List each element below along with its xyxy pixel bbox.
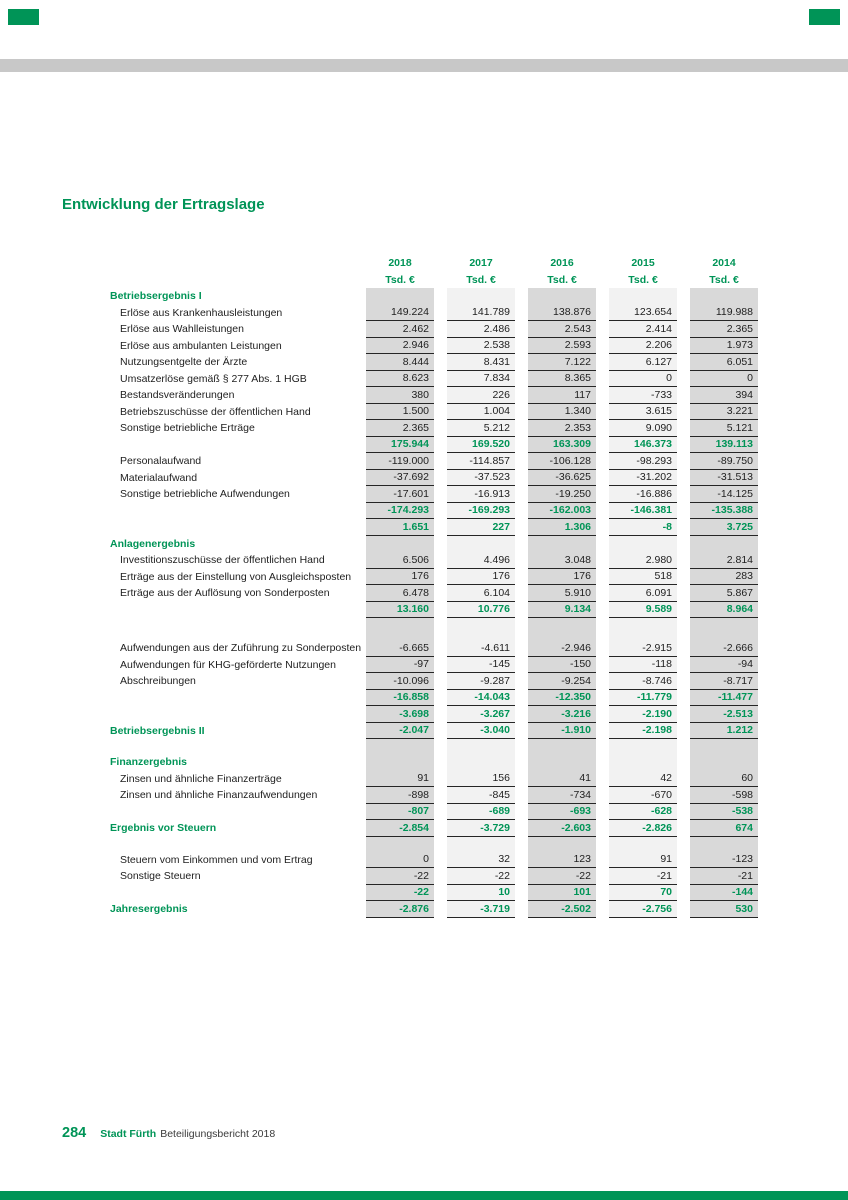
value-cell: -2.854 bbox=[366, 820, 434, 837]
header-label-spacer bbox=[110, 271, 353, 288]
row-label bbox=[110, 618, 353, 640]
value-cell: 8.964 bbox=[690, 602, 758, 619]
value-cell: -689 bbox=[447, 804, 515, 821]
row-label bbox=[110, 804, 353, 821]
value-cell: -8.746 bbox=[609, 673, 677, 690]
value-cell: 394 bbox=[690, 387, 758, 404]
table-row bbox=[110, 569, 761, 586]
value-cell bbox=[366, 288, 434, 305]
value-cell: 70 bbox=[609, 885, 677, 902]
value-cell bbox=[366, 618, 434, 640]
value-cell: 176 bbox=[447, 569, 515, 586]
value-cell: -145 bbox=[447, 657, 515, 674]
row-label: Erträge aus der Auflösung von Sonderposten bbox=[120, 587, 330, 600]
value-cell bbox=[366, 739, 434, 754]
value-cell: 101 bbox=[528, 885, 596, 902]
value-cell: -19.250 bbox=[528, 486, 596, 503]
value-cell: 518 bbox=[609, 569, 677, 586]
table-row bbox=[110, 536, 761, 553]
table-row bbox=[110, 754, 761, 771]
value-cell bbox=[690, 739, 758, 754]
unit-header: Tsd. € bbox=[547, 273, 577, 286]
value-cell: 2.206 bbox=[609, 338, 677, 355]
value-cell: 149.224 bbox=[366, 305, 434, 322]
value-cell: -670 bbox=[609, 787, 677, 804]
value-cell: 156 bbox=[447, 771, 515, 788]
value-cell: 175.944 bbox=[366, 437, 434, 454]
value-cell: -21 bbox=[609, 868, 677, 885]
value-cell: -4.611 bbox=[447, 640, 515, 657]
value-cell bbox=[690, 288, 758, 305]
table-row bbox=[110, 690, 761, 707]
unit-header: Tsd. € bbox=[709, 273, 739, 286]
value-cell: -3.267 bbox=[447, 706, 515, 723]
value-cell: 1.340 bbox=[528, 404, 596, 421]
row-label: Erlöse aus Wahlleistungen bbox=[120, 323, 244, 336]
value-cell: 6.051 bbox=[690, 354, 758, 371]
header-label-spacer bbox=[110, 254, 353, 271]
value-cell bbox=[447, 739, 515, 754]
table-row bbox=[110, 354, 761, 371]
row-label bbox=[110, 519, 353, 536]
row-label: Erlöse aus Krankenhausleistungen bbox=[120, 306, 283, 319]
value-cell bbox=[528, 536, 596, 553]
value-cell bbox=[366, 536, 434, 553]
value-cell: 9.090 bbox=[609, 420, 677, 437]
value-cell bbox=[528, 618, 596, 640]
value-cell: -31.513 bbox=[690, 470, 758, 487]
value-cell: -6.665 bbox=[366, 640, 434, 657]
value-cell: -16.913 bbox=[447, 486, 515, 503]
value-cell bbox=[447, 536, 515, 553]
value-cell: -2.666 bbox=[690, 640, 758, 657]
unit-header: Tsd. € bbox=[628, 273, 658, 286]
value-cell: -16.886 bbox=[609, 486, 677, 503]
value-cell: 13.160 bbox=[366, 602, 434, 619]
value-cell: -22 bbox=[366, 868, 434, 885]
table-row bbox=[110, 901, 761, 918]
table-row bbox=[110, 338, 761, 355]
value-cell: 139.113 bbox=[690, 437, 758, 454]
value-cell: 1.651 bbox=[366, 519, 434, 536]
value-cell: 2.365 bbox=[366, 420, 434, 437]
value-cell: -807 bbox=[366, 804, 434, 821]
table-row bbox=[110, 470, 761, 487]
value-cell: -734 bbox=[528, 787, 596, 804]
row-label: Betriebsergebnis I bbox=[110, 290, 202, 303]
row-label: Sonstige Steuern bbox=[120, 870, 201, 883]
year-header-row bbox=[110, 254, 761, 271]
value-cell bbox=[528, 754, 596, 771]
value-cell: 8.365 bbox=[528, 371, 596, 388]
value-cell: -2.603 bbox=[528, 820, 596, 837]
value-cell: 176 bbox=[366, 569, 434, 586]
value-cell: 9.134 bbox=[528, 602, 596, 619]
value-cell: 2.538 bbox=[447, 338, 515, 355]
table-row bbox=[110, 771, 761, 788]
value-cell: -3.216 bbox=[528, 706, 596, 723]
value-cell: -22 bbox=[447, 868, 515, 885]
value-cell: 6.478 bbox=[366, 585, 434, 602]
row-label: Personalaufwand bbox=[120, 455, 202, 468]
value-cell bbox=[690, 618, 758, 640]
value-cell: -123 bbox=[690, 852, 758, 869]
row-label bbox=[110, 837, 353, 852]
value-cell: -2.047 bbox=[366, 723, 434, 740]
table-row bbox=[110, 787, 761, 804]
row-label bbox=[110, 706, 353, 723]
value-cell: 530 bbox=[690, 901, 758, 918]
value-cell: 138.876 bbox=[528, 305, 596, 322]
table-row bbox=[110, 602, 761, 619]
value-cell: 146.373 bbox=[609, 437, 677, 454]
value-cell: 0 bbox=[366, 852, 434, 869]
value-cell bbox=[366, 837, 434, 852]
value-cell: 141.789 bbox=[447, 305, 515, 322]
earnings-development-table bbox=[110, 254, 761, 918]
value-cell: 169.520 bbox=[447, 437, 515, 454]
value-cell: -36.625 bbox=[528, 470, 596, 487]
table-body bbox=[110, 288, 761, 918]
value-cell: 119.988 bbox=[690, 305, 758, 322]
row-label: Nutzungsentgelte der Ärzte bbox=[120, 356, 248, 369]
value-cell bbox=[609, 739, 677, 754]
value-cell: -3.729 bbox=[447, 820, 515, 837]
value-cell bbox=[609, 288, 677, 305]
value-cell: 3.048 bbox=[528, 552, 596, 569]
row-label: Aufwendungen für KHG-geförderte Nutzungen bbox=[120, 658, 336, 671]
value-cell bbox=[690, 536, 758, 553]
value-cell: -169.293 bbox=[447, 503, 515, 520]
value-cell: -2.190 bbox=[609, 706, 677, 723]
table-row bbox=[110, 503, 761, 520]
year-header-2016: 2016 bbox=[550, 256, 574, 269]
value-cell: 123 bbox=[528, 852, 596, 869]
row-label bbox=[110, 885, 353, 902]
table-row bbox=[110, 519, 761, 536]
year-header-2018: 2018 bbox=[388, 256, 412, 269]
value-cell: 91 bbox=[366, 771, 434, 788]
row-label: Betriebszuschüsse der öffentlichen Hand bbox=[120, 405, 311, 418]
value-cell: -3.040 bbox=[447, 723, 515, 740]
value-cell: -1.910 bbox=[528, 723, 596, 740]
value-cell: -21 bbox=[690, 868, 758, 885]
value-cell: 2.414 bbox=[609, 321, 677, 338]
value-cell: -10.096 bbox=[366, 673, 434, 690]
value-cell: -22 bbox=[366, 885, 434, 902]
value-cell: 176 bbox=[528, 569, 596, 586]
row-label: Zinsen und ähnliche Finanzaufwendungen bbox=[120, 789, 318, 802]
value-cell: -9.287 bbox=[447, 673, 515, 690]
value-cell: 4.496 bbox=[447, 552, 515, 569]
table-row bbox=[110, 868, 761, 885]
table-row bbox=[110, 371, 761, 388]
value-cell bbox=[447, 288, 515, 305]
value-cell: 10.776 bbox=[447, 602, 515, 619]
table-row bbox=[110, 404, 761, 421]
value-cell: -8.717 bbox=[690, 673, 758, 690]
value-cell: 1.212 bbox=[690, 723, 758, 740]
value-cell: -9.254 bbox=[528, 673, 596, 690]
page-title: Entwicklung der Ertragslage bbox=[62, 196, 265, 213]
value-cell: -3.698 bbox=[366, 706, 434, 723]
value-cell: -17.601 bbox=[366, 486, 434, 503]
value-cell: 6.506 bbox=[366, 552, 434, 569]
unit-header: Tsd. € bbox=[466, 273, 496, 286]
value-cell bbox=[528, 837, 596, 852]
value-cell: 9.589 bbox=[609, 602, 677, 619]
value-cell: 60 bbox=[690, 771, 758, 788]
value-cell: -2.756 bbox=[609, 901, 677, 918]
unit-header: Tsd. € bbox=[385, 273, 415, 286]
value-cell: 7.834 bbox=[447, 371, 515, 388]
value-cell: -37.523 bbox=[447, 470, 515, 487]
row-label bbox=[110, 602, 353, 619]
row-label: Anlagenergebnis bbox=[110, 537, 196, 550]
value-cell: 380 bbox=[366, 387, 434, 404]
value-cell: -174.293 bbox=[366, 503, 434, 520]
value-cell: 1.306 bbox=[528, 519, 596, 536]
row-label: Bestandsveränderungen bbox=[120, 389, 235, 402]
value-cell: 5.910 bbox=[528, 585, 596, 602]
table-row bbox=[110, 820, 761, 837]
value-cell: 5.867 bbox=[690, 585, 758, 602]
row-label: Jahresergebnis bbox=[110, 903, 188, 916]
value-cell: 2.486 bbox=[447, 321, 515, 338]
value-cell: -22 bbox=[528, 868, 596, 885]
value-cell: -114.857 bbox=[447, 453, 515, 470]
row-label: Steuern vom Einkommen und vom Ertrag bbox=[120, 853, 313, 866]
value-cell: -162.003 bbox=[528, 503, 596, 520]
year-header-2014: 2014 bbox=[712, 256, 736, 269]
table-row bbox=[110, 420, 761, 437]
value-cell: -12.350 bbox=[528, 690, 596, 707]
value-cell: -118 bbox=[609, 657, 677, 674]
value-cell: -628 bbox=[609, 804, 677, 821]
value-cell bbox=[447, 837, 515, 852]
value-cell: 2.543 bbox=[528, 321, 596, 338]
table-row bbox=[110, 321, 761, 338]
value-cell: -16.858 bbox=[366, 690, 434, 707]
value-cell: -733 bbox=[609, 387, 677, 404]
value-cell: 2.814 bbox=[690, 552, 758, 569]
value-cell: -3.719 bbox=[447, 901, 515, 918]
value-cell bbox=[690, 837, 758, 852]
value-cell: 5.121 bbox=[690, 420, 758, 437]
table-row bbox=[110, 885, 761, 902]
row-label: Erträge aus der Einstellung von Ausgleichsposten bbox=[120, 570, 352, 583]
value-cell: 1.500 bbox=[366, 404, 434, 421]
row-label: Betriebsergebnis II bbox=[110, 724, 205, 737]
value-cell: -14.043 bbox=[447, 690, 515, 707]
value-cell: 1.973 bbox=[690, 338, 758, 355]
top-gray-bar bbox=[0, 59, 848, 72]
value-cell: -598 bbox=[690, 787, 758, 804]
value-cell: -37.692 bbox=[366, 470, 434, 487]
value-cell: 6.127 bbox=[609, 354, 677, 371]
row-label: Sonstige betriebliche Aufwendungen bbox=[120, 488, 290, 501]
value-cell: -11.477 bbox=[690, 690, 758, 707]
value-cell bbox=[447, 618, 515, 640]
table-row bbox=[110, 657, 761, 674]
table-row bbox=[110, 288, 761, 305]
row-label: Abschreibungen bbox=[120, 675, 196, 688]
table-spacer-row bbox=[110, 837, 761, 852]
table-row bbox=[110, 804, 761, 821]
value-cell: -11.779 bbox=[609, 690, 677, 707]
value-cell: 2.365 bbox=[690, 321, 758, 338]
value-cell: 2.946 bbox=[366, 338, 434, 355]
value-cell: -14.125 bbox=[690, 486, 758, 503]
row-label: Zinsen und ähnliche Finanzerträge bbox=[120, 772, 282, 785]
row-label: Umsatzerlöse gemäß § 277 Abs. 1 HGB bbox=[120, 372, 307, 385]
value-cell bbox=[609, 754, 677, 771]
value-cell: -2.876 bbox=[366, 901, 434, 918]
row-label: Investitionszuschüsse der öffentlichen Hand bbox=[120, 554, 325, 567]
row-label: Sonstige betriebliche Erträge bbox=[120, 422, 255, 435]
value-cell: 7.122 bbox=[528, 354, 596, 371]
value-cell: 0 bbox=[690, 371, 758, 388]
value-cell: 8.444 bbox=[366, 354, 434, 371]
value-cell: -2.502 bbox=[528, 901, 596, 918]
page-number: 284 bbox=[62, 1125, 87, 1141]
value-cell: 163.309 bbox=[528, 437, 596, 454]
value-cell: -119.000 bbox=[366, 453, 434, 470]
value-cell: -31.202 bbox=[609, 470, 677, 487]
value-cell: 41 bbox=[528, 771, 596, 788]
value-cell: 227 bbox=[447, 519, 515, 536]
table-row bbox=[110, 387, 761, 404]
value-cell: -2.915 bbox=[609, 640, 677, 657]
table-row bbox=[110, 640, 761, 657]
value-cell bbox=[609, 536, 677, 553]
value-cell: 3.725 bbox=[690, 519, 758, 536]
table-row bbox=[110, 673, 761, 690]
table-row bbox=[110, 706, 761, 723]
value-cell: 2.353 bbox=[528, 420, 596, 437]
value-cell: -2.946 bbox=[528, 640, 596, 657]
value-cell: -146.381 bbox=[609, 503, 677, 520]
table-row bbox=[110, 305, 761, 322]
value-cell: 674 bbox=[690, 820, 758, 837]
value-cell: 2.980 bbox=[609, 552, 677, 569]
row-label bbox=[110, 739, 353, 754]
value-cell: -2.198 bbox=[609, 723, 677, 740]
value-cell: -97 bbox=[366, 657, 434, 674]
value-cell: -98.293 bbox=[609, 453, 677, 470]
value-cell: 117 bbox=[528, 387, 596, 404]
value-cell: -8 bbox=[609, 519, 677, 536]
value-cell: 10 bbox=[447, 885, 515, 902]
page-footer bbox=[62, 1125, 275, 1141]
value-cell: 2.462 bbox=[366, 321, 434, 338]
value-cell: 8.623 bbox=[366, 371, 434, 388]
value-cell: 3.221 bbox=[690, 404, 758, 421]
value-cell: -2.513 bbox=[690, 706, 758, 723]
value-cell: -106.128 bbox=[528, 453, 596, 470]
value-cell: -693 bbox=[528, 804, 596, 821]
value-cell bbox=[528, 288, 596, 305]
value-cell: 2.593 bbox=[528, 338, 596, 355]
row-label: Ergebnis vor Steuern bbox=[110, 822, 217, 835]
row-label: Materialaufwand bbox=[120, 471, 198, 484]
unit-header-row bbox=[110, 271, 761, 288]
bottom-green-bar bbox=[0, 1191, 848, 1200]
row-label: Aufwendungen aus der Zuführung zu Sonderposten bbox=[120, 642, 362, 655]
value-cell bbox=[447, 754, 515, 771]
value-cell bbox=[690, 754, 758, 771]
value-cell: -144 bbox=[690, 885, 758, 902]
value-cell: 32 bbox=[447, 852, 515, 869]
value-cell bbox=[366, 754, 434, 771]
top-right-accent-bar bbox=[809, 9, 840, 25]
table-row bbox=[110, 486, 761, 503]
row-label: Erlöse aus ambulanten Leistungen bbox=[120, 339, 282, 352]
value-cell: -135.388 bbox=[690, 503, 758, 520]
value-cell: -150 bbox=[528, 657, 596, 674]
table-header bbox=[110, 254, 761, 288]
top-left-accent-bar bbox=[8, 9, 39, 25]
year-header-2017: 2017 bbox=[469, 256, 493, 269]
table-row bbox=[110, 552, 761, 569]
value-cell: 3.615 bbox=[609, 404, 677, 421]
table-row bbox=[110, 453, 761, 470]
value-cell: 91 bbox=[609, 852, 677, 869]
table-row bbox=[110, 585, 761, 602]
value-cell: 123.654 bbox=[609, 305, 677, 322]
table-row bbox=[110, 437, 761, 454]
year-header-2015: 2015 bbox=[631, 256, 655, 269]
value-cell bbox=[609, 618, 677, 640]
value-cell bbox=[609, 837, 677, 852]
value-cell: 6.104 bbox=[447, 585, 515, 602]
value-cell: 5.212 bbox=[447, 420, 515, 437]
value-cell: -94 bbox=[690, 657, 758, 674]
value-cell: 6.091 bbox=[609, 585, 677, 602]
value-cell: 8.431 bbox=[447, 354, 515, 371]
row-label bbox=[110, 690, 353, 707]
value-cell: 226 bbox=[447, 387, 515, 404]
value-cell: 0 bbox=[609, 371, 677, 388]
row-label: Finanzergebnis bbox=[110, 756, 188, 769]
table-row bbox=[110, 852, 761, 869]
footer-report-title: Beteiligungsbericht 2018 bbox=[160, 1128, 276, 1140]
value-cell bbox=[528, 739, 596, 754]
value-cell: -89.750 bbox=[690, 453, 758, 470]
footer-brand: Stadt Fürth bbox=[100, 1128, 157, 1140]
value-cell: 283 bbox=[690, 569, 758, 586]
value-cell: -898 bbox=[366, 787, 434, 804]
row-label bbox=[110, 437, 353, 454]
table-spacer-row bbox=[110, 739, 761, 754]
row-label bbox=[110, 503, 353, 520]
value-cell: 42 bbox=[609, 771, 677, 788]
value-cell: -538 bbox=[690, 804, 758, 821]
value-cell: 1.004 bbox=[447, 404, 515, 421]
value-cell: -2.826 bbox=[609, 820, 677, 837]
table-spacer-row bbox=[110, 618, 761, 640]
table-row bbox=[110, 723, 761, 740]
value-cell: -845 bbox=[447, 787, 515, 804]
